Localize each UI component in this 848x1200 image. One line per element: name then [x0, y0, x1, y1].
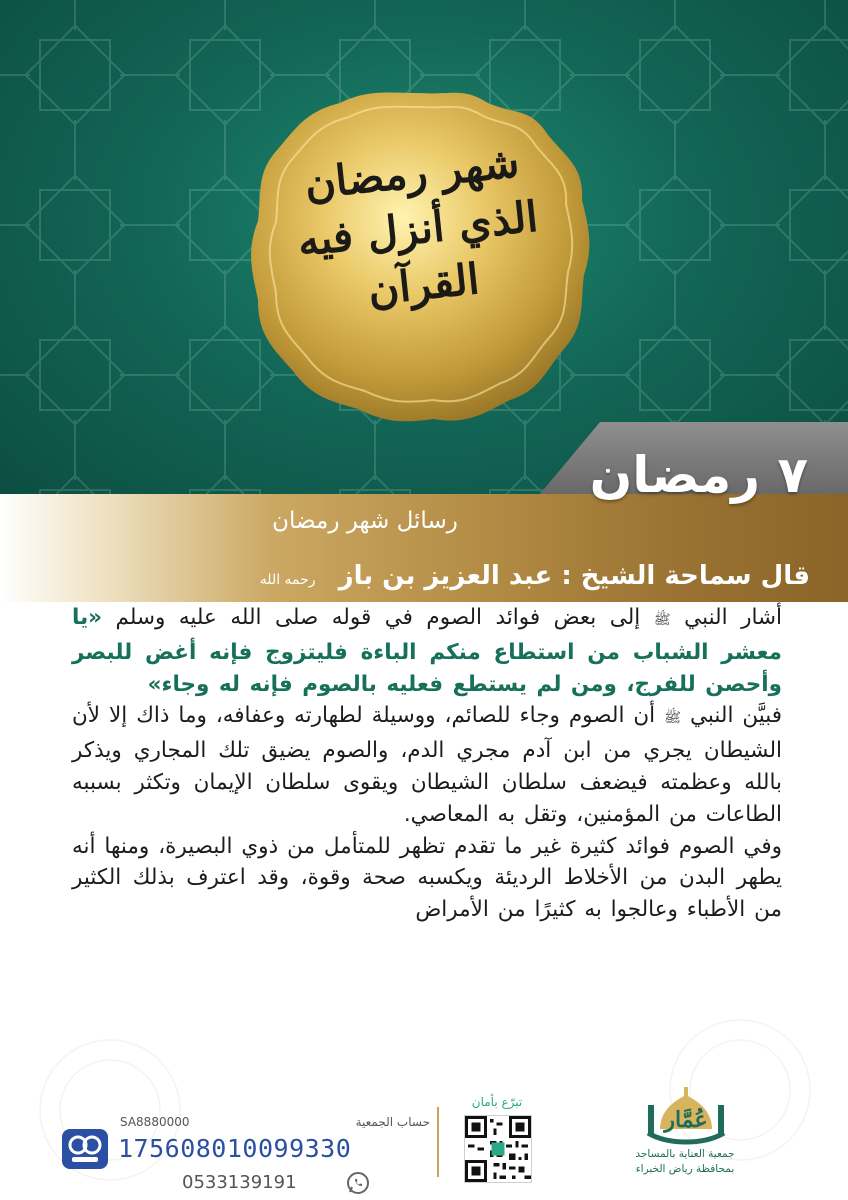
- article-body: [72, 602, 782, 1082]
- day-title: ٧ رمضان: [589, 446, 808, 504]
- p2-rest: أن الصوم وجاء للصائم، ووسيلة لطهارته وعفافه، وما ذاك إلا لأن الشيطان يجري من ابن آدم مجري الدم، والصوم يضيق تلك المجاري ويذكر بالله وعظمته فيضعف سلطان الشيطان ويقوى سلطان الإيمان وتكثر بسببه الطاعات من المؤمنين، وتقل به المعاصي.: [72, 703, 782, 827]
- paragraph-2: [72, 700, 782, 830]
- calligraphy-medallion: [248, 85, 593, 425]
- paragraph-3: وفي الصوم فوائد كثيرة غير ما تقدم تظهر للمتأمل من ذوي البصيرة، ومنها أنه يطهر البدن من الأخلاط الرديئة ويكسبه صحة وقوة، وقد اعترف بذلك الكثير من الأطباء وعالجوا به كثيرًا من الأمراض: [72, 833, 782, 923]
- p1-rest: إلى بعض فوائد الصوم في قوله صلى الله عليه وسلم: [115, 605, 641, 630]
- mosque-logo-icon: [638, 1085, 734, 1155]
- qr-caption: تبرّع بأمان: [471, 1095, 523, 1109]
- qr-code-icon[interactable]: [464, 1115, 532, 1183]
- phone-number[interactable]: 0533139191: [182, 1172, 297, 1193]
- organization-name-line1: جمعية العناية بالمساجد: [635, 1148, 735, 1160]
- calligraphy-text: شهر رمضان الذي أنزل فيه القرآن: [295, 137, 541, 315]
- whatsapp-icon[interactable]: [346, 1171, 370, 1195]
- organization-name-line2: بمحافظة رياض الخبراء: [635, 1163, 735, 1175]
- organization-name: [630, 1147, 740, 1193]
- account-number[interactable]: 175608010099330: [118, 1134, 352, 1163]
- iban-code: SA8880000: [120, 1115, 190, 1129]
- honorific-mark: ﷺ: [653, 612, 671, 628]
- paragraph-1: [72, 602, 782, 700]
- donation-qr[interactable]: [461, 1093, 533, 1193]
- author-line: [80, 553, 810, 599]
- account-label: حساب الجمعية: [355, 1115, 430, 1129]
- p1-start: أشار النبي: [684, 605, 782, 630]
- bank-icon: [60, 1127, 110, 1171]
- author-suffix: رحمه الله: [259, 572, 316, 588]
- svg-text:عُمَّار: عُمَّار: [664, 1107, 708, 1133]
- honorific-mark-2: ﷺ: [664, 710, 682, 727]
- hadith-quote: «يا معشر الشباب من استطاع منكم الباءة فليتزوج فإنه أغض للبصر وأحصن للفرج، ومن لم يستطع فعليه بالصوم فإنه له وجاء»: [72, 605, 782, 697]
- author-name: قال سماحة الشيخ : عبد العزيز بن باز: [338, 561, 810, 591]
- series-title: رسائل شهر رمضان: [272, 508, 458, 534]
- organization-logo: [630, 1085, 740, 1195]
- footer: [0, 1085, 848, 1200]
- p2-start: فبيَّن النبي: [690, 703, 783, 729]
